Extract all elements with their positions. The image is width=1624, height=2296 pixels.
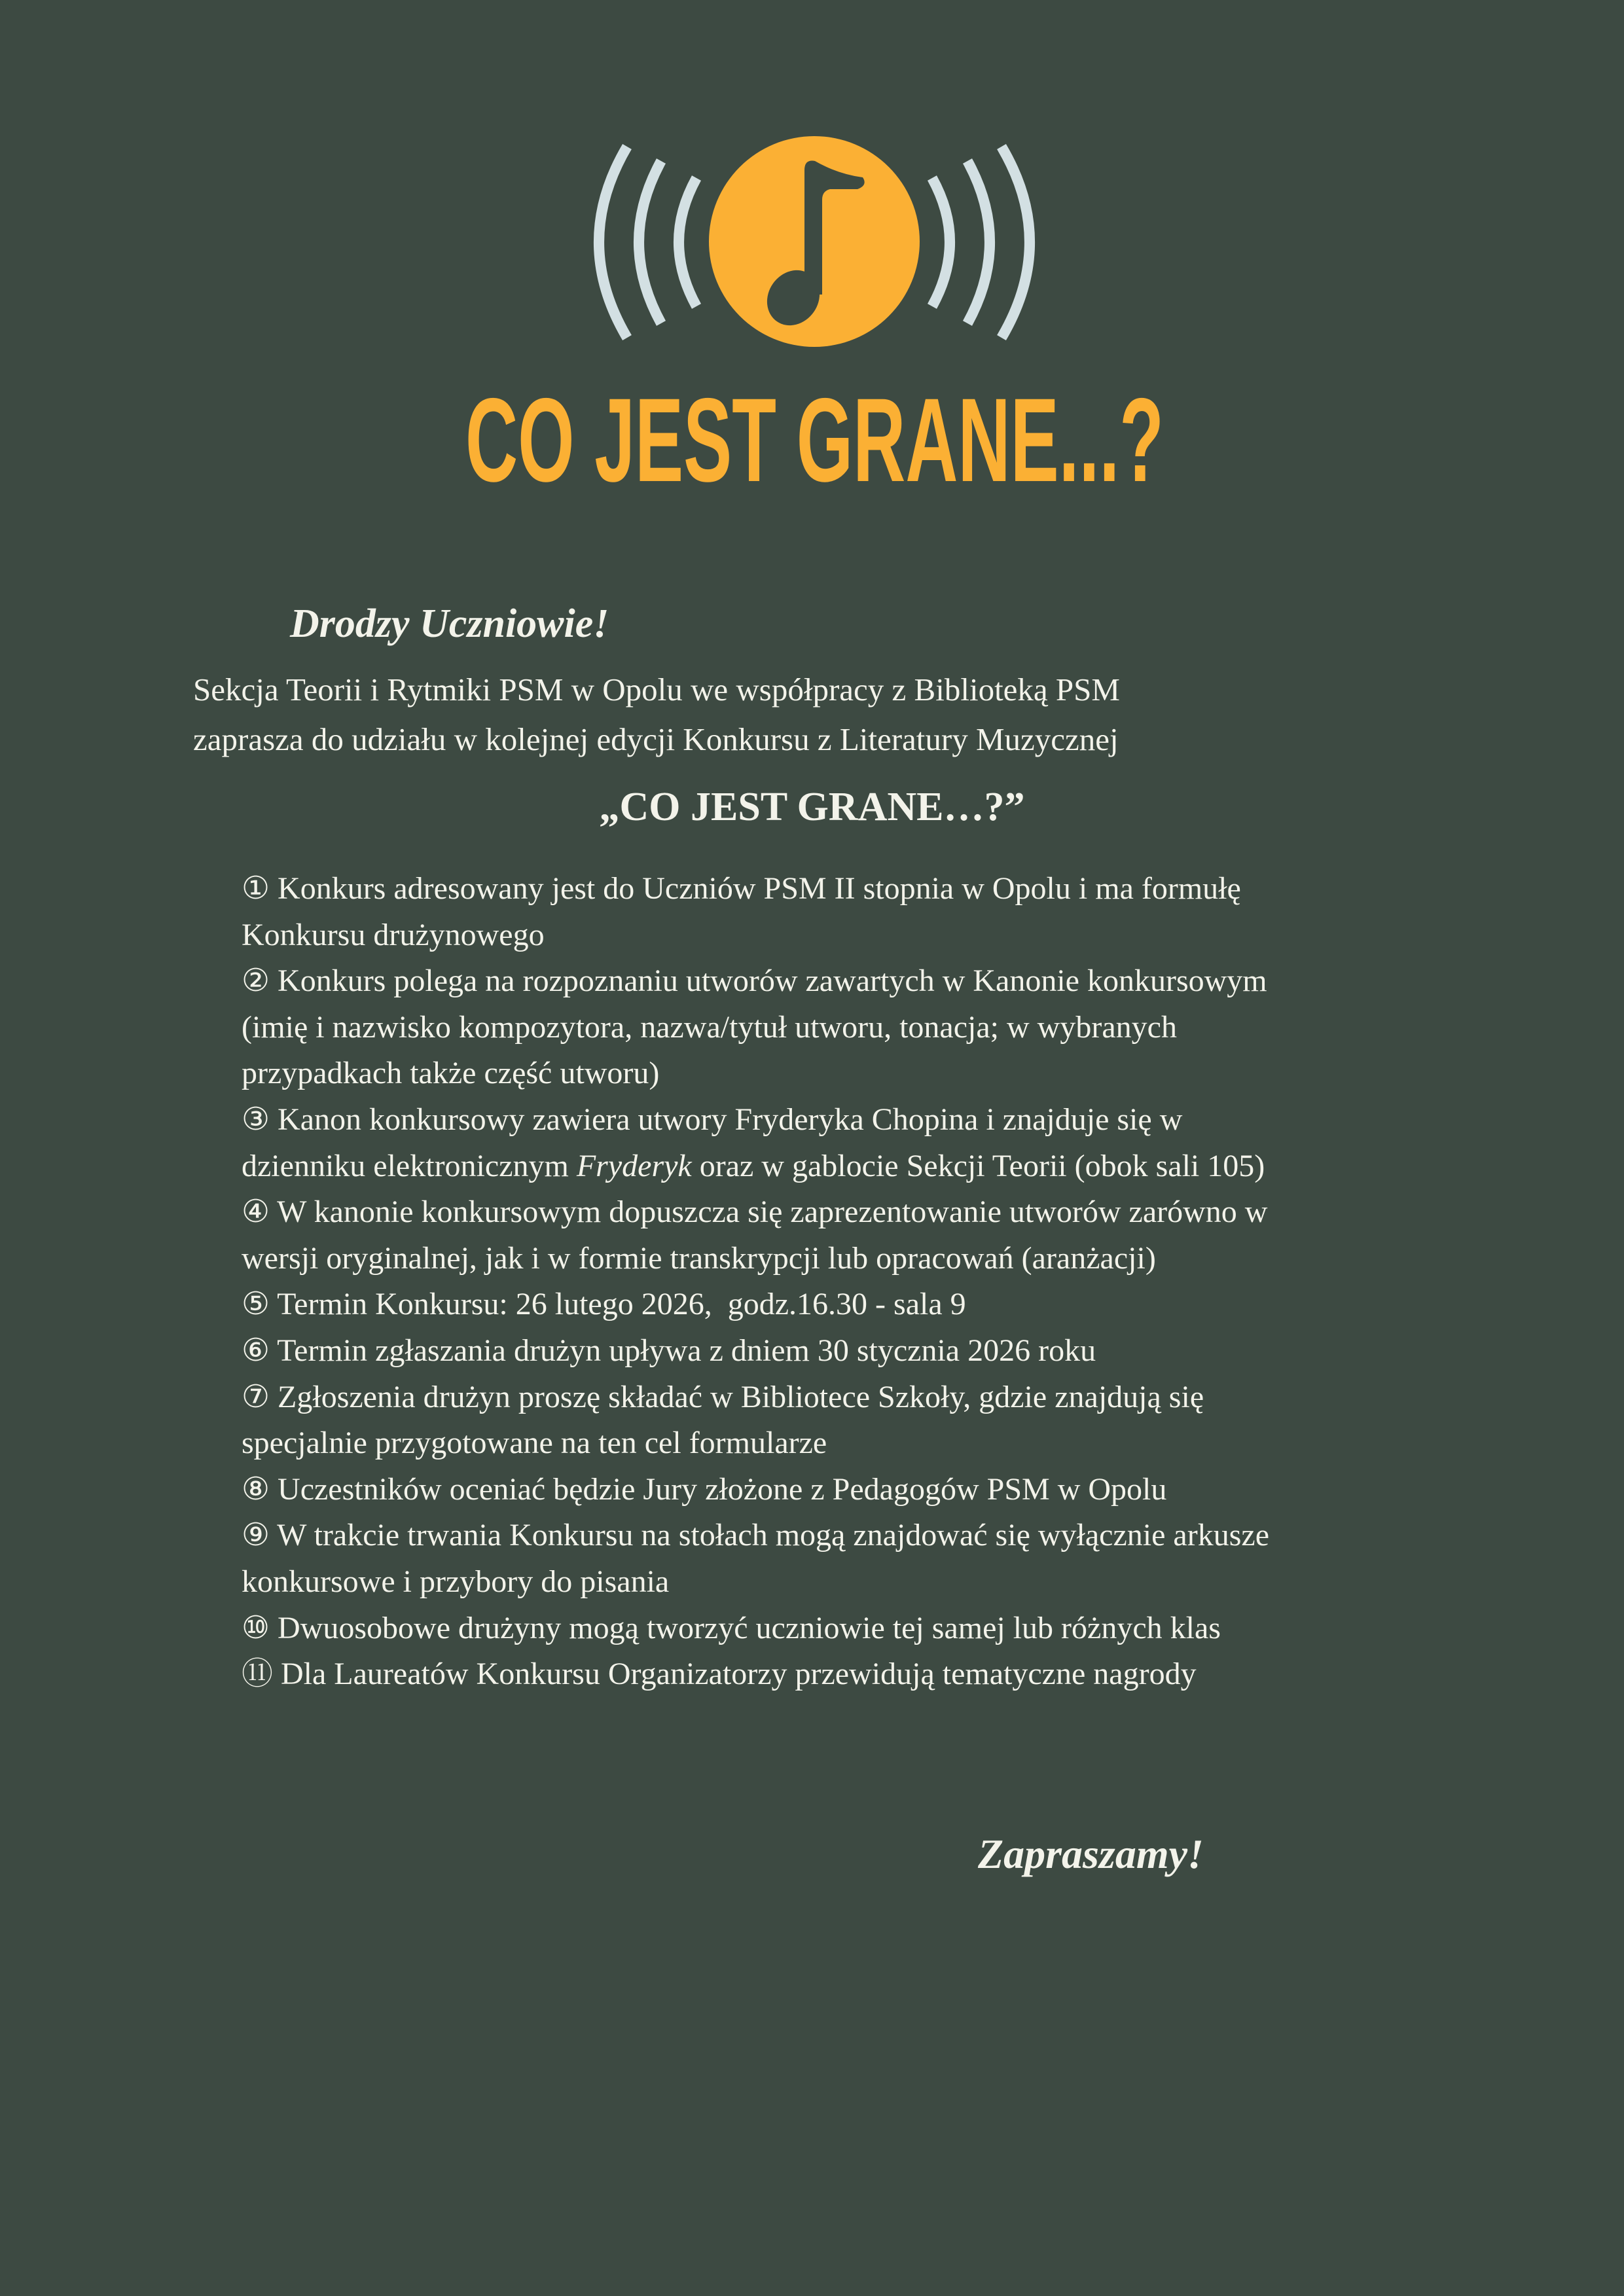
rule-text: oraz w gablocie Sekcji Teorii (obok sali 105): [691, 1148, 1265, 1183]
rule-item: ① Konkurs adresowany jest do Uczniów PSM II stopnia w Opolu i ma formułę Konkursu drużynowego: [242, 871, 1241, 952]
rule-item: ⑥ Termin zgłaszania drużyn upływa z dniem 30 stycznia 2026 roku: [242, 1333, 1096, 1368]
journal-name: Fryderyk: [576, 1148, 692, 1183]
rule-item: ⑧ Uczestników oceniać będzie Jury złożone z Pedagogów PSM w Opolu: [242, 1471, 1167, 1507]
logo: [0, 0, 1624, 497]
rule-item: ⑩ Dwuosobowe drużyny mogą tworzyć uczniowie tej samej lub różnych klas: [242, 1610, 1221, 1645]
greeting: Drodzy Uczniowie!: [290, 601, 609, 646]
rule-text: ③ Kanon konkursowy zawiera utwory Fryderyka Chopina i znajduje się w dzienniku elektronicznym: [242, 1102, 1183, 1183]
rule-item: [242, 1097, 1269, 1189]
closing-text: Zapraszamy!: [978, 1831, 1204, 1877]
rule-item: ⑨ W trakcie trwania Konkursu na stołach mogą znajdować się wyłącznie arkusze konkursowe i przybory do pisania: [242, 1518, 1270, 1599]
rule-item: ④ W kanonie konkursowym dopuszcza się zaprezentowanie utworów zarówno w wersji oryginalnej, jak i w formie transkrypcji lub opracowań (aranżacji): [242, 1194, 1268, 1276]
logo-title: CO JEST GRANE...?: [465, 373, 1164, 497]
music-note-icon: [709, 136, 920, 347]
rule-item: ② Konkurs polega na rozpoznaniu utworów zawartych w Kanonie konkursowym (imię i nazwisko kompozytora, nazwa/tytuł utworu, tonacja; w wybranych przypadkach także część utworu): [242, 963, 1267, 1091]
contest-title: „CO JEST GRANE…?”: [599, 785, 1025, 829]
rule-item: ⑪ Dla Laureatów Konkursu Organizatorzy przewidują tematyczne nagrody: [242, 1657, 1197, 1692]
rule-item: ⑤ Termin Konkursu: 26 lutego 2026, godz.16.30 - sala 9: [242, 1287, 966, 1322]
rules-list: [242, 866, 1269, 1698]
intro-text: Sekcja Teorii i Rytmiki PSM w Opolu we współpracy z Biblioteką PSM zaprasza do udziału w kolejnej edycji Konkursu z Literatury Muzycznej: [193, 672, 1120, 757]
rule-item: ⑦ Zgłoszenia drużyn proszę składać w Bibliotece Szkoły, gdzie znajdują się specjalnie przygotowane na ten cel formularze: [242, 1379, 1204, 1461]
